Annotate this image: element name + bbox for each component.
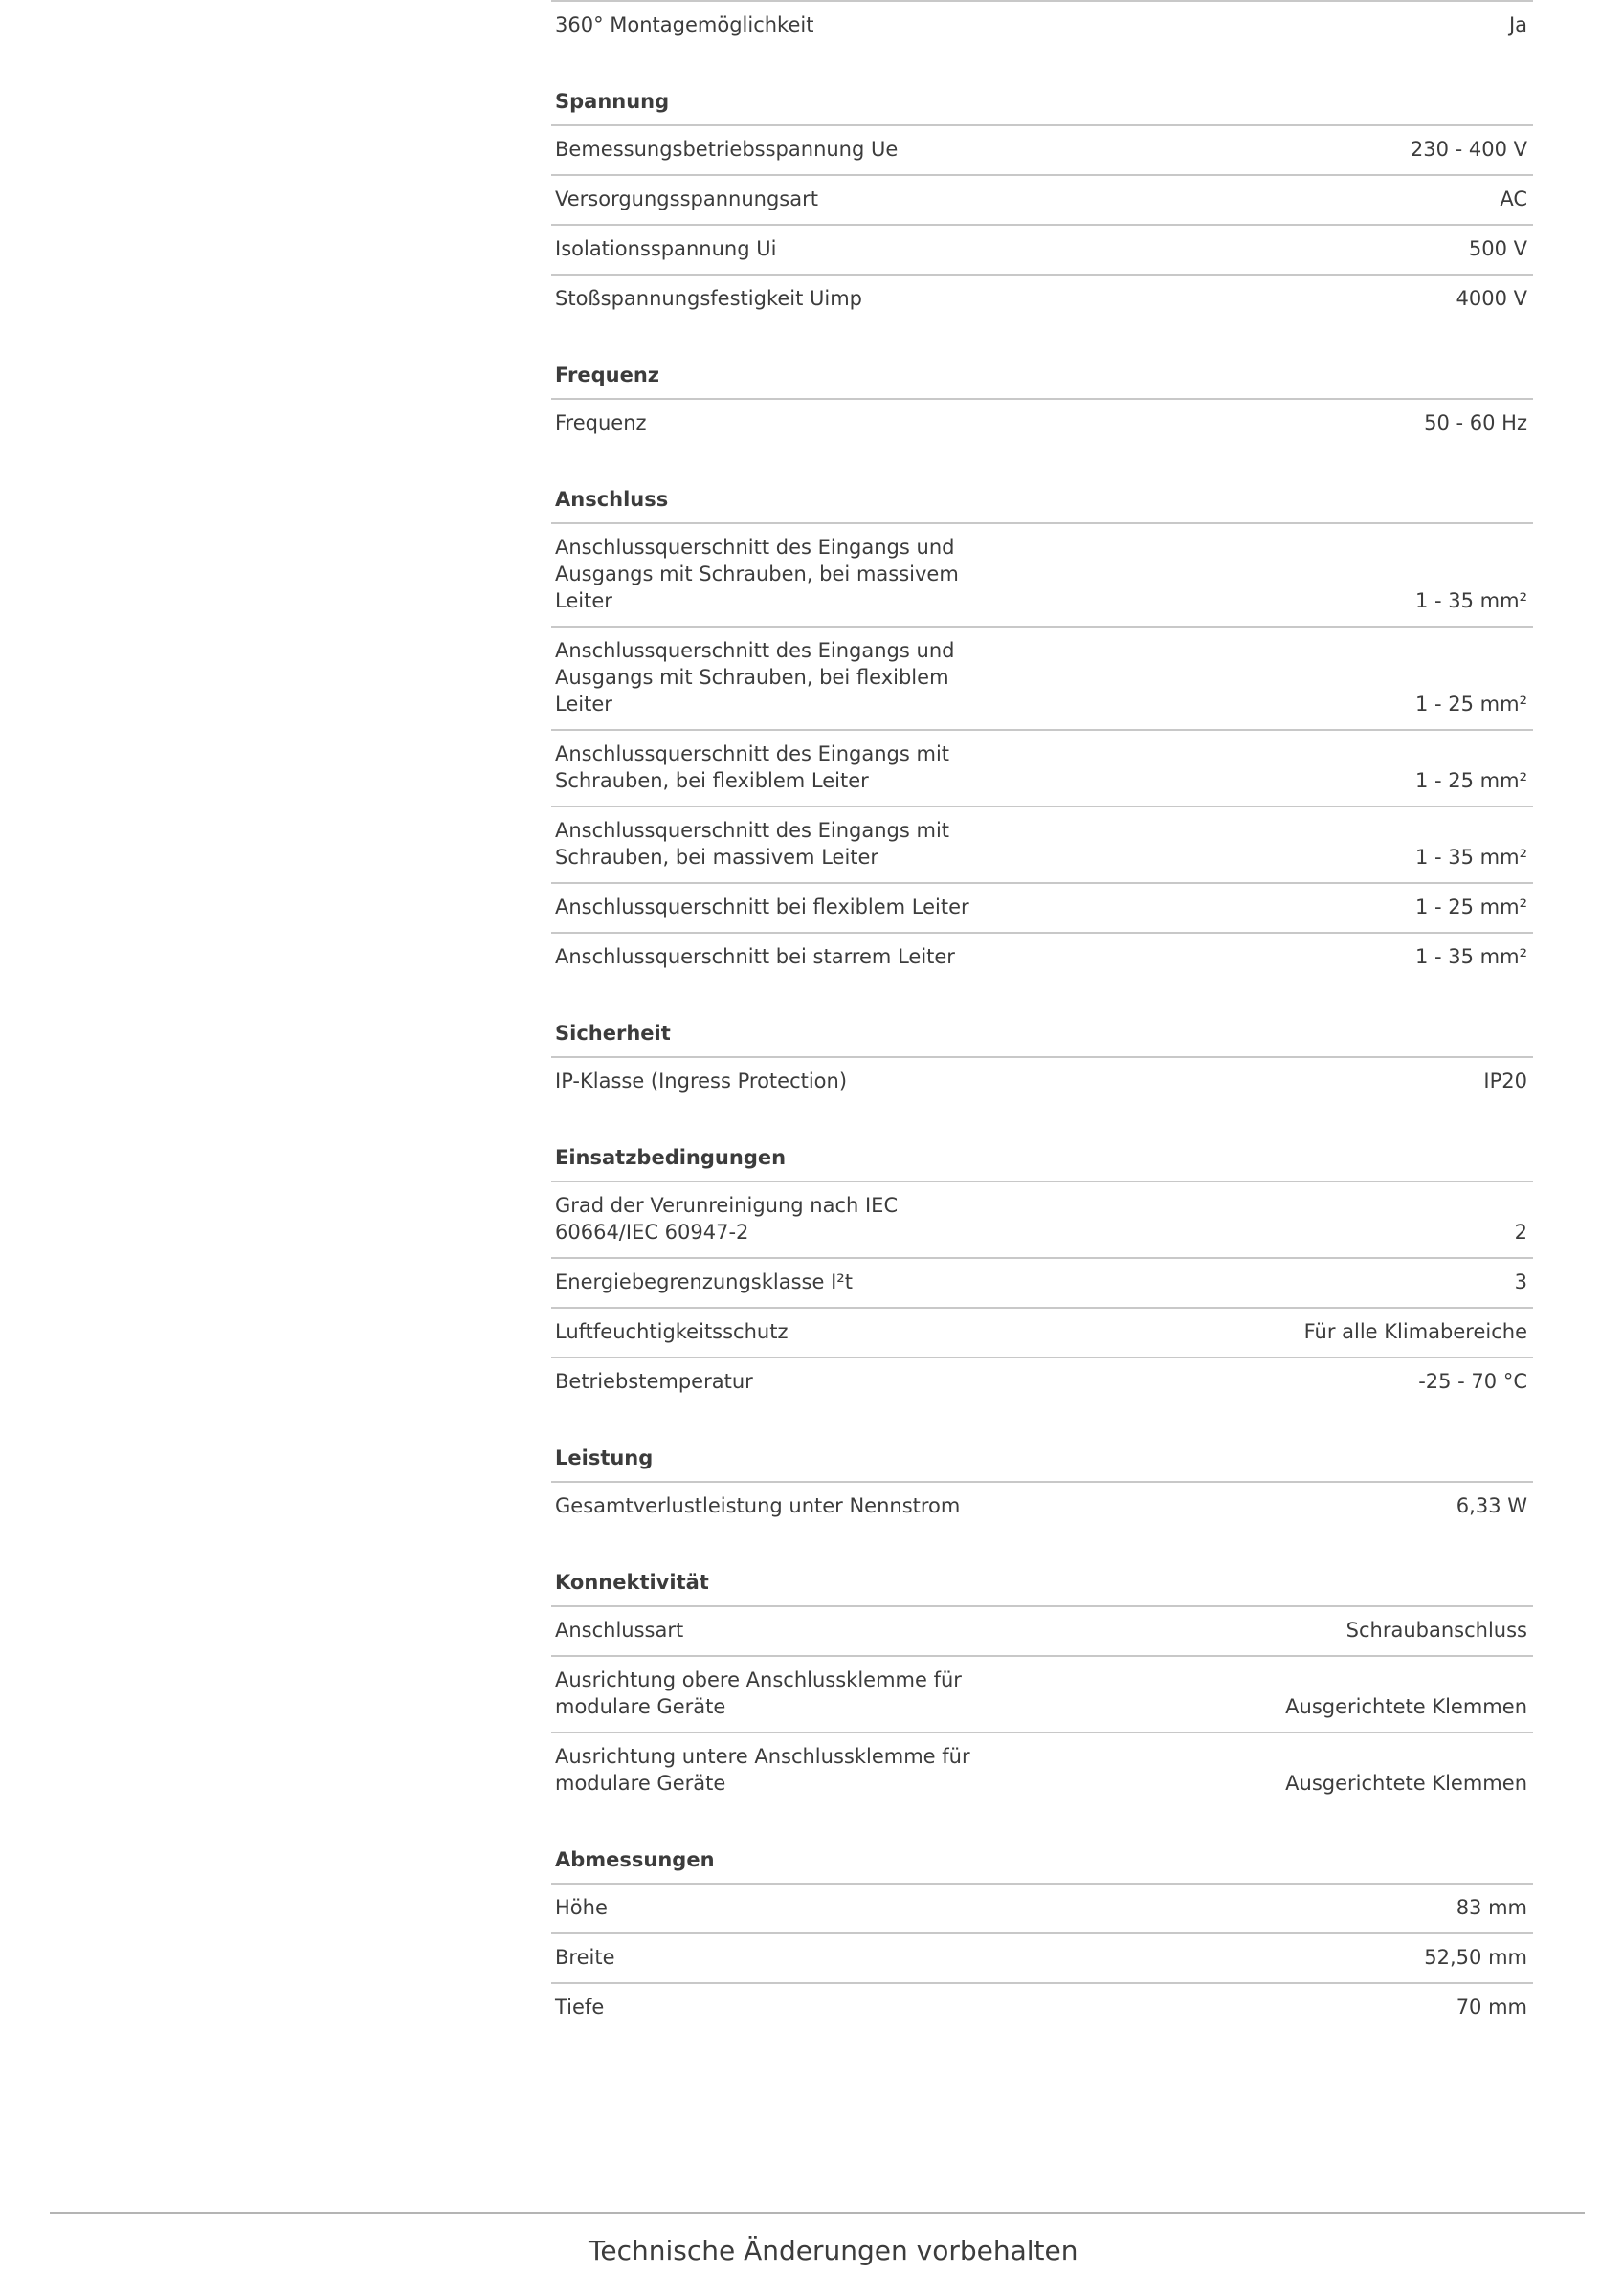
spec-label: Gesamtverlustleistung unter Nennstrom bbox=[555, 1494, 961, 1517]
spec-label: Bemessungsbetriebsspannung Ue bbox=[555, 138, 899, 161]
spec-label: Anschlussquerschnitt des Eingangs mit Schrauben, bei massivem Leiter bbox=[555, 819, 950, 869]
spec-value: 1 - 35 mm² bbox=[1414, 945, 1527, 968]
spec-label: Ausrichtung untere Anschlussklemme für modulare Geräte bbox=[555, 1745, 970, 1795]
spec-label: Isolationsspannung Ui bbox=[555, 237, 777, 260]
spec-value: 3 bbox=[1514, 1270, 1527, 1293]
spec-value: 1 - 25 mm² bbox=[1414, 895, 1527, 918]
spec-row bbox=[551, 1982, 1533, 2032]
section-heading: Einsatzbedingungen bbox=[555, 1146, 787, 1169]
spec-value: 230 - 400 V bbox=[1410, 138, 1527, 161]
section-heading: Anschluss bbox=[555, 488, 669, 511]
spec-value: Ausgerichtete Klemmen bbox=[1285, 1772, 1527, 1795]
spec-label: 360° Montagemöglichkeit bbox=[555, 13, 814, 36]
spec-label: Ausrichtung obere Anschlussklemme für modulare Geräte bbox=[555, 1668, 962, 1718]
spec-section bbox=[551, 50, 1533, 323]
spec-value: 1 - 25 mm² bbox=[1414, 693, 1527, 716]
spec-value: 1 - 25 mm² bbox=[1414, 769, 1527, 792]
spec-value: 2 bbox=[1514, 1221, 1527, 1244]
spec-value: AC bbox=[1500, 188, 1527, 210]
spec-label: Luftfeuchtigkeitsschutz bbox=[555, 1320, 789, 1343]
spec-value: Ausgerichtete Klemmen bbox=[1285, 1695, 1527, 1718]
spec-row bbox=[551, 398, 1533, 448]
spec-label: Anschlussart bbox=[555, 1619, 684, 1642]
spec-row bbox=[551, 0, 1533, 50]
spec-value: 1 - 35 mm² bbox=[1414, 846, 1527, 869]
spec-row bbox=[551, 806, 1533, 882]
spec-value: 50 - 60 Hz bbox=[1424, 411, 1527, 434]
spec-row bbox=[551, 1605, 1533, 1655]
spec-label: Grad der Verunreinigung nach IEC 60664/IEC 60947-2 bbox=[555, 1194, 899, 1244]
spec-section bbox=[551, 448, 1533, 982]
spec-row bbox=[551, 1181, 1533, 1257]
spec-label: Energiebegrenzungsklasse I²t bbox=[555, 1270, 853, 1293]
spec-label: Anschlussquerschnitt des Eingangs und Ausgangs mit Schrauben, bei massivem Leiter bbox=[555, 536, 959, 612]
spec-value: Ja bbox=[1508, 13, 1527, 36]
spec-row bbox=[551, 626, 1533, 729]
spec-label: Tiefe bbox=[555, 1996, 605, 2019]
section-heading: Leistung bbox=[555, 1446, 654, 1469]
spec-value: -25 - 70 °C bbox=[1418, 1370, 1527, 1393]
spec-section bbox=[551, 982, 1533, 1106]
spec-section bbox=[551, 1808, 1533, 2032]
spec-label: Anschlussquerschnitt des Eingangs mit Schrauben, bei flexiblem Leiter bbox=[555, 742, 950, 792]
spec-label: Frequenz bbox=[555, 411, 647, 434]
spec-label: Anschlussquerschnitt bei starrem Leiter bbox=[555, 945, 955, 968]
spec-row bbox=[551, 1307, 1533, 1357]
spec-row bbox=[551, 174, 1533, 224]
spec-row bbox=[551, 124, 1533, 174]
spec-sheet bbox=[551, 0, 1533, 2032]
spec-row bbox=[551, 882, 1533, 932]
spec-row bbox=[551, 1481, 1533, 1531]
spec-value: 83 mm bbox=[1456, 1896, 1527, 1919]
spec-row bbox=[551, 274, 1533, 323]
spec-value: 500 V bbox=[1468, 237, 1527, 260]
spec-value: Schraubanschluss bbox=[1345, 1619, 1527, 1642]
spec-label: Betriebstemperatur bbox=[555, 1370, 753, 1393]
spec-value: IP20 bbox=[1483, 1070, 1527, 1093]
section-heading: Konnektivität bbox=[555, 1571, 709, 1594]
spec-label: Anschlussquerschnitt bei flexiblem Leiter bbox=[555, 895, 969, 918]
spec-value: 4000 V bbox=[1456, 287, 1527, 310]
spec-row bbox=[551, 729, 1533, 806]
section-heading: Spannung bbox=[555, 90, 670, 113]
spec-row bbox=[551, 1655, 1533, 1732]
spec-row bbox=[551, 1732, 1533, 1808]
spec-row bbox=[551, 1257, 1533, 1307]
spec-value: 1 - 35 mm² bbox=[1414, 589, 1527, 612]
spec-value: 70 mm bbox=[1456, 1996, 1527, 2019]
spec-value: Für alle Klimabereiche bbox=[1303, 1320, 1527, 1343]
spec-row bbox=[551, 1357, 1533, 1406]
spec-label: IP-Klasse (Ingress Protection) bbox=[555, 1070, 848, 1093]
spec-row bbox=[551, 1883, 1533, 1932]
spec-label: Breite bbox=[555, 1946, 615, 1969]
spec-label: Versorgungsspannungsart bbox=[555, 188, 818, 210]
spec-label: Stoßspannungsfestigkeit Uimp bbox=[555, 287, 863, 310]
footer-divider bbox=[50, 2212, 1585, 2214]
section-heading: Frequenz bbox=[555, 364, 659, 386]
spec-row bbox=[551, 224, 1533, 274]
spec-value: 52,50 mm bbox=[1424, 1946, 1527, 1969]
section-heading: Sicherheit bbox=[555, 1022, 671, 1045]
spec-row bbox=[551, 522, 1533, 626]
section-heading: Abmessungen bbox=[555, 1848, 715, 1871]
spec-row bbox=[551, 932, 1533, 982]
spec-row bbox=[551, 1056, 1533, 1106]
spec-label: Höhe bbox=[555, 1896, 608, 1919]
spec-section bbox=[551, 323, 1533, 448]
spec-label: Anschlussquerschnitt des Eingangs und Ausgangs mit Schrauben, bei flexiblem Leiter bbox=[555, 639, 955, 716]
spec-value: 6,33 W bbox=[1456, 1494, 1527, 1517]
spec-row bbox=[551, 1932, 1533, 1982]
spec-section bbox=[551, 1106, 1533, 1406]
spec-section bbox=[551, 1531, 1533, 1808]
spec-section bbox=[551, 1406, 1533, 1531]
footer-note: Technische Änderungen vorbehalten bbox=[589, 2235, 1078, 2266]
